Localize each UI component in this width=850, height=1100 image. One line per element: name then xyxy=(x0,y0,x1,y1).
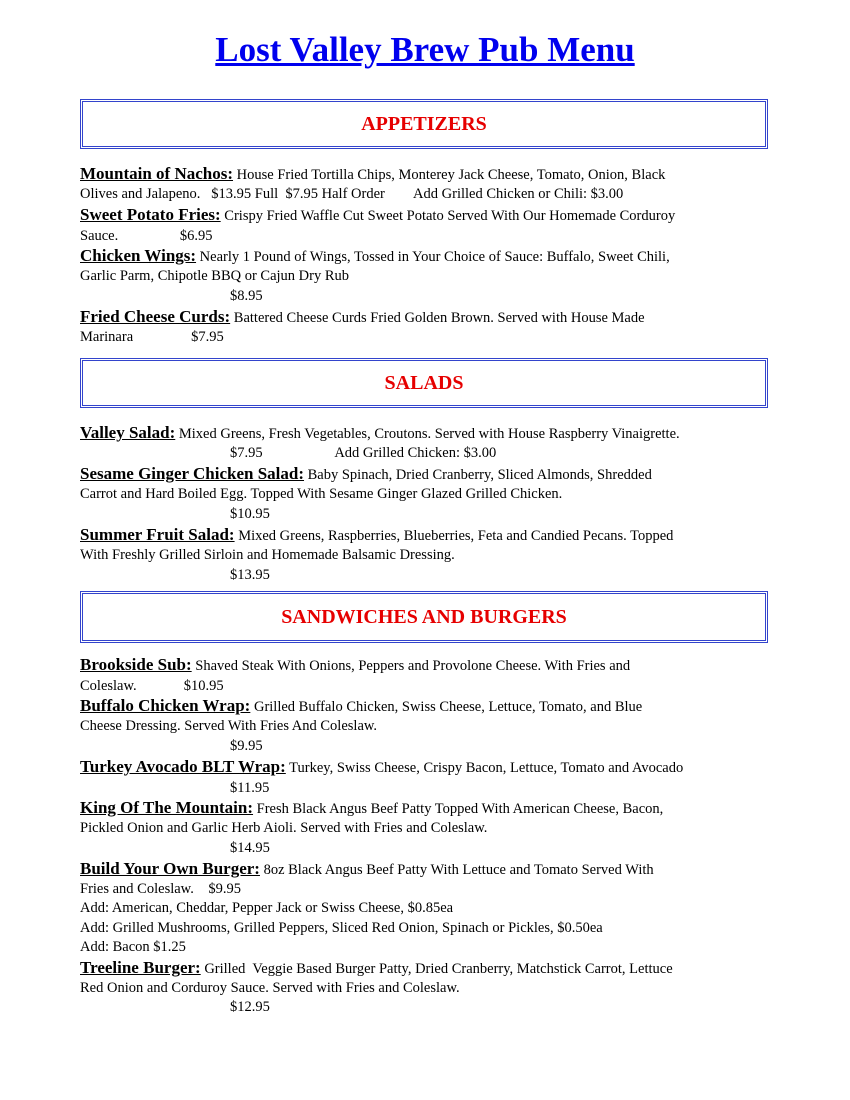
item-description-cont: Fries and Coleslaw. $9.95 xyxy=(80,881,241,897)
item-description-cont: Garlic Parm, Chipotle BBQ or Cajun Dry Rub xyxy=(80,268,350,284)
item-description: Grilled Veggie Based Burger Patty, Dried Cranberry, Matchstick Carrot, Lettuce xyxy=(200,961,673,977)
section-header-sandwiches xyxy=(80,591,768,643)
menu-item-king-of-the-mountain xyxy=(80,798,780,819)
item-description: Baby Spinach, Dried Cranberry, Sliced Almonds, Shredded xyxy=(304,467,652,483)
item-name: Build Your Own Burger: xyxy=(80,859,260,878)
item-price: $9.95 xyxy=(230,738,263,754)
item-description: Turkey, Swiss Cheese, Crispy Bacon, Lettuce, Tomato and Avocado xyxy=(285,760,684,776)
item-name: Valley Salad: xyxy=(80,423,176,442)
item-price: $14.95 xyxy=(230,840,270,856)
item-description: Nearly 1 Pound of Wings, Tossed in Your Choice of Sauce: Buffalo, Sweet Chili, xyxy=(196,249,670,265)
item-addon: Add: American, Cheddar, Pepper Jack or Swiss Cheese, $0.85ea xyxy=(80,900,454,916)
item-description-cont: Cheese Dressing. Served With Fries And Coleslaw. xyxy=(80,718,378,734)
item-name: Fried Cheese Curds: xyxy=(80,307,231,326)
menu-item-sesame-ginger-salad xyxy=(80,464,780,485)
item-name: Turkey Avocado BLT Wrap: xyxy=(80,757,286,776)
item-description-cont: Coleslaw. $10.95 xyxy=(80,678,224,694)
item-name: Sesame Ginger Chicken Salad: xyxy=(80,464,305,483)
item-description: Grilled Buffalo Chicken, Swiss Cheese, Lettuce, Tomato, and Blue xyxy=(250,699,643,715)
item-addon: Add: Grilled Mushrooms, Grilled Peppers, Sliced Red Onion, Spinach or Pickles, $0.50ea xyxy=(80,920,603,936)
item-name: King Of The Mountain: xyxy=(80,798,254,817)
item-description: Shaved Steak With Onions, Peppers and Provolone Cheese. With Fries and xyxy=(191,658,631,674)
item-description: Mixed Greens, Raspberries, Blueberries, Feta and Candied Pecans. Topped xyxy=(234,528,674,544)
menu-item-summer-fruit-salad xyxy=(80,525,780,546)
item-price: $11.95 xyxy=(230,780,270,796)
menu-item-build-your-own-burger xyxy=(80,859,780,880)
item-description: 8oz Black Angus Beef Patty With Lettuce and Tomato Served With xyxy=(259,862,654,878)
section-title: SALADS xyxy=(384,371,464,394)
item-description-cont: Carrot and Hard Boiled Egg. Topped With Sesame Ginger Glazed Grilled Chicken. xyxy=(80,486,563,502)
item-description-cont: Sauce. $6.95 xyxy=(80,228,213,244)
section-title: APPETIZERS xyxy=(361,112,487,135)
item-price: $10.95 xyxy=(230,506,270,522)
item-name: Buffalo Chicken Wrap: xyxy=(80,696,251,715)
item-name: Treeline Burger: xyxy=(80,958,201,977)
item-price: $8.95 xyxy=(230,288,263,304)
menu-item-treeline-burger xyxy=(80,958,780,979)
item-description-cont: With Freshly Grilled Sirloin and Homemade Balsamic Dressing. xyxy=(80,547,455,563)
item-description-cont: Pickled Onion and Garlic Herb Aioli. Served with Fries and Coleslaw. xyxy=(80,820,488,836)
item-description: House Fried Tortilla Chips, Monterey Jack Cheese, Tomato, Onion, Black xyxy=(233,167,666,183)
item-name: Summer Fruit Salad: xyxy=(80,525,235,544)
item-description-cont: Red Onion and Corduroy Sauce. Served with Fries and Coleslaw. xyxy=(80,980,460,996)
section-header-appetizers xyxy=(80,99,768,149)
item-description: Mixed Greens, Fresh Vegetables, Croutons. Served with House Raspberry Vinaigrette. xyxy=(175,426,680,442)
item-description: Crispy Fried Waffle Cut Sweet Potato Served With Our Homemade Corduroy xyxy=(220,208,676,224)
item-description-cont: Marinara $7.95 xyxy=(80,329,224,345)
item-price: $7.95 Add Grilled Chicken: $3.00 xyxy=(230,445,497,461)
item-name: Chicken Wings: xyxy=(80,246,197,265)
menu-item-nachos xyxy=(80,164,780,185)
item-price: $12.95 xyxy=(230,999,270,1015)
menu-item-turkey-avocado-blt-wrap xyxy=(80,757,800,778)
menu-item-chicken-wings xyxy=(80,246,780,267)
section-title: SANDWICHES AND BURGERS xyxy=(281,605,567,628)
item-description: Battered Cheese Curds Fried Golden Brown. Served with House Made xyxy=(230,310,645,326)
section-header-salads xyxy=(80,358,768,408)
item-name: Sweet Potato Fries: xyxy=(80,205,221,224)
page-title: Lost Valley Brew Pub Menu xyxy=(215,30,635,69)
item-addon: Add: Bacon $1.25 xyxy=(80,939,186,955)
menu-item-fried-cheese-curds xyxy=(80,307,780,328)
menu-item-sweet-potato-fries xyxy=(80,205,780,226)
menu-item-brookside-sub xyxy=(80,655,780,676)
item-name: Brookside Sub: xyxy=(80,655,192,674)
menu-item-buffalo-chicken-wrap xyxy=(80,696,780,717)
item-price: $13.95 xyxy=(230,567,270,583)
menu-item-valley-salad xyxy=(80,423,800,444)
item-name: Mountain of Nachos: xyxy=(80,164,234,183)
item-description: Fresh Black Angus Beef Patty Topped With American Cheese, Bacon, xyxy=(253,801,664,817)
item-description-cont: Olives and Jalapeno. $13.95 Full $7.95 Half Order Add Grilled Chicken or Chili: $3.00 xyxy=(80,186,624,202)
